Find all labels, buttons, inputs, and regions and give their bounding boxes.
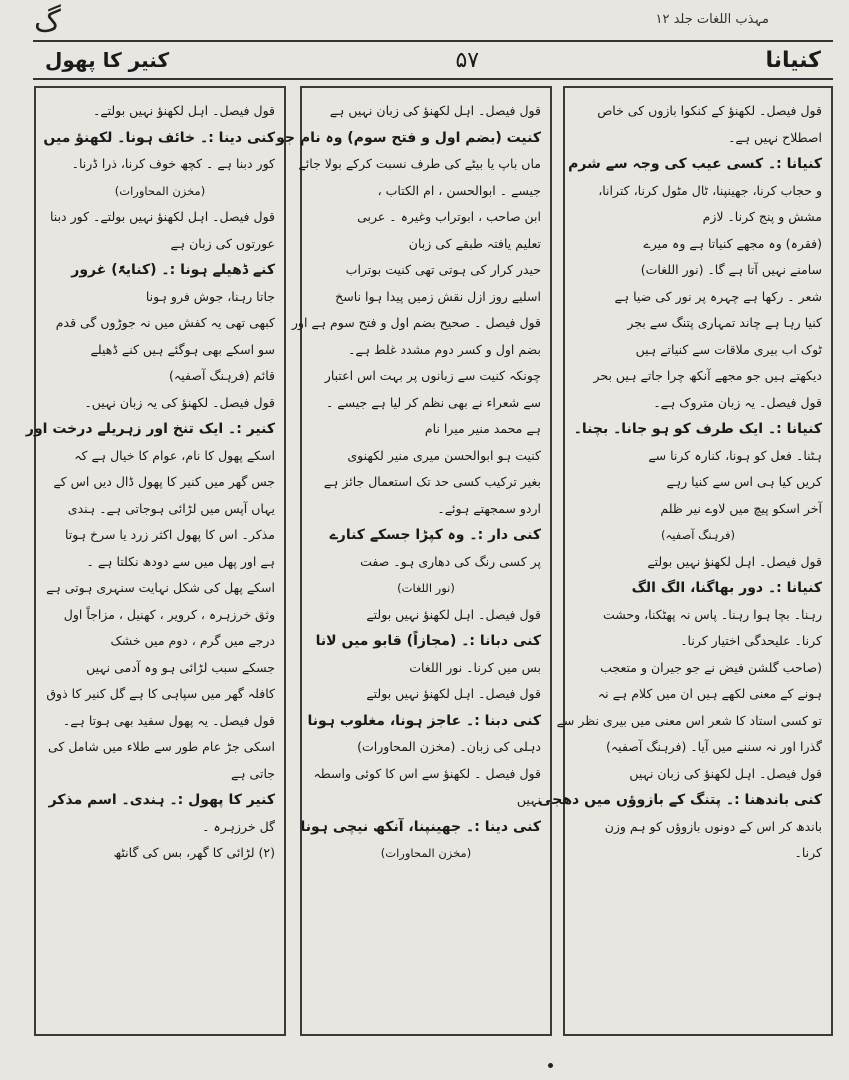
text-line: ماں باپ یا بیٹے کی طرف نسبت کرکے بولا جائے [298, 156, 541, 171]
text-line: چونکہ کنیت سے زبانوں پر بہت اس اعتبار [324, 368, 541, 383]
text-line: ابن صاحب ، ابوتراب وغیرہ ۔ عربی [357, 209, 541, 224]
text-line: تو کسی استاد کا شعر اس معنی میں بیری نظر سے [556, 712, 822, 728]
source-citation: (نور اللغات) [397, 581, 455, 595]
text-line: کافلہ گھر میں سپاہی کا ہے گل کنیر کا ذوق [46, 686, 275, 701]
entry-headword-line: کنی دینا :۔ جھینپنا، آنکھ نیچی ہونا [300, 818, 541, 835]
text-line: اسلیے روز ازل نقش زمیں پیدا ہوا ناسخ [335, 288, 541, 304]
entry-headword-line: کنیانا :۔ کسی عیب کی وجہ سے شرم [568, 156, 822, 172]
text-line: ہٹنا۔ فعل کو ہونا، کنارہ کرنا سے [648, 447, 822, 463]
text-line: قول فیصل۔ اہل لکھنؤ کی زبان نہیں [629, 765, 822, 781]
text-line: بغیر ترکیب کسی حد تک استعمال جائز ہے [323, 474, 541, 489]
text-line: دہلی کی زبان۔ (مخزن المحاورات) [357, 739, 541, 754]
text-line: ہونے کے معنی لکھے ہیں ان میں کلام ہے نہ [597, 686, 822, 701]
source-citation: (مخزن المحاورات) [380, 846, 472, 860]
entry-headword-line: کنیانا :۔ دور بھاگنا، الگ الگ [631, 580, 822, 596]
text-line: اسکے پھول کا نام، عوام کا خیال ہے کہ [74, 447, 275, 463]
corner-letter: گ [34, 4, 61, 39]
entry-headword-line: کنی دبانا :۔ (مجازاً) قابو میں لانا [315, 633, 541, 649]
entry-headword-line: کنیت (بضم اول و فتح سوم) وہ نام جو [276, 129, 541, 146]
text-line: اصطلاح نہیں ہے۔ [728, 129, 822, 145]
entry-headword-line: کنیانا :۔ ایک طرف کو ہو جانا۔ بچنا۔ [573, 421, 822, 437]
text-line: کرنا۔ علیحدگی اختیار کرنا۔ [680, 633, 822, 648]
text-line: گل خرزہرہ ۔ [202, 818, 275, 834]
text-line: باندھ کر اس کے دونوں بازوؤں کو ہم وزن [604, 818, 822, 834]
text-line: پر کسی رنگ کی دھاری ہو۔ صفت [360, 553, 541, 569]
text-line: وثق خرزہرہ ، کرویر ، کھنیل ، مزاجاً اول [63, 606, 275, 622]
text-line: سے شعراء نے بھی نظم کر لیا ہے جیسے ۔ [325, 394, 541, 410]
page-number: ۵۷ [455, 47, 480, 73]
text-line: قول فیصل۔ لکھنؤ کے کنکوا بازوں کی خاص [597, 103, 822, 118]
entry-headword-line: کنیر کا پھول :۔ ہندی۔ اسم مذکر [48, 792, 275, 808]
text-line: اردو سمجھتے ہوئے۔ [437, 500, 541, 516]
text-line: (۲) لڑائی کا گھر، بس کی گانٹھ [113, 845, 275, 860]
text-line: عورتوں کی زبان ہے [170, 235, 275, 251]
text-line: اسکے پھل کی شکل نہایت سنہری ہوتی ہے [46, 580, 275, 595]
text-line: بس میں کرنا۔ نور اللغات [409, 659, 541, 675]
entry-headword-line: کنیر :۔ ایک تنخ اور زہریلے درخت اور [25, 421, 275, 437]
text-line: کرنا۔ [794, 845, 822, 860]
text-line: شعر ۔ رکھا ہے چہرہ پر نور کی ضیا ہے [614, 288, 822, 304]
text-line: قول فیصل۔ اہل لکھنؤ نہیں بولتے۔ کور دبنا [50, 209, 275, 224]
text-line: یہاں آپس میں لڑائی ہوجاتی ہے۔ ہندی [67, 500, 275, 516]
text-line: و حجاب کرنا، جھینپنا، ٹال مٹول کرنا، کترانا، [598, 182, 822, 198]
text-line: ہے محمد منیر میرا نام [424, 421, 541, 436]
text-line: قول فیصل۔ اہل لکھنؤ نہیں بولتے [366, 686, 541, 701]
text-line: بضم اول و کسر دوم مشدد غلط ہے۔ [348, 341, 541, 357]
text-line: نہیں [516, 792, 541, 807]
text-line: اسکی جڑ عام طور سے طلاء میں شامل کی [47, 739, 275, 754]
text-line: قول فیصل ۔ لکھنؤ سے اس کا کوئی واسطہ [313, 765, 541, 781]
text-line: تعلیم یافتہ طبقے کی زبان [408, 235, 541, 251]
text-line: (صاحب گلشن فیض نے جو جیران و متعجب [600, 659, 822, 675]
volume-note: مہذب اللغات جلد ۱۲ [655, 12, 769, 27]
entry-headword-line: کنے ڈھیلے ہونا :۔ (کنایۃً) غرور [71, 262, 275, 278]
entry-headword-line: کنی باندھنا :۔ پتنگ کے بازوؤں میں دھجی [538, 792, 822, 808]
text-line: آخر اسکو پیچ میں لاوے نیر ظلم [660, 500, 822, 516]
text-line: مشش و پنج کرنا۔ لازم [702, 209, 822, 224]
text-line: کریں کیا ہی اس سے کنیا رہے [666, 474, 822, 489]
text-line: قول فیصل۔ اہل لکھنؤ نہیں بولتے [366, 606, 541, 622]
entry-headword-line: کنی دار :۔ وہ کپڑا جسکے کنارے [329, 527, 541, 543]
text-line: درجے میں گرم ، دوم میں خشک [110, 633, 275, 648]
text-line: جسکے سبب لڑائی ہو وہ آدمی نہیں [86, 659, 275, 675]
entry-headword-line: کنی دینا :۔ خائف ہونا۔ لکھنؤ میں [43, 129, 275, 146]
header-headword: کنیانا [765, 47, 821, 73]
text-line: کبھی تھی یہ کفش میں نہ جوڑوں گی قدم [55, 315, 275, 330]
source-citation: (مخزن المحاورات) [114, 183, 206, 198]
text-line: قول فیصل۔ اہل لکھنؤ نہیں بولتے [647, 553, 822, 569]
text-line: قائم (فرہنگ آصفیہ) [169, 368, 275, 383]
text-line: قول فیصل ۔ صحیح بضم اول و فتح سوم ہے اور [291, 315, 541, 330]
text-line: جیسے ۔ ابوالحسن ، ام الکتاب ، [377, 182, 541, 198]
text-line: کور دبنا ہے ۔ کچھ خوف کرنا، ذرا ڈرنا۔ [71, 156, 275, 171]
page-header [33, 40, 833, 80]
text-line: قول فیصل۔ اہل لکھنؤ نہیں بولتے۔ [93, 103, 275, 118]
page-dot [548, 1063, 553, 1068]
text-line: کنیا رہا ہے چاند تمہاری پتنگ سے بجر [627, 315, 822, 330]
text-line: جاتا رہنا، جوش فرو ہونا [145, 288, 275, 304]
text-line: قول فیصل۔ یہ زبان متروک ہے۔ [653, 394, 822, 410]
header-last-word: کنیر کا پھول [45, 48, 170, 72]
text-line: حیدر کرار کی ہوتی تھی کنیت بوتراب [345, 262, 541, 277]
text-line: مذکر۔ اس کا پھول اکثر زرد یا سرخ ہوتا [64, 527, 275, 542]
text-line: ہے اور پھل میں سے دودھ نکلتا ہے ۔ [86, 553, 275, 569]
text-line: سو اسکے بھی ہوگئے ہیں کنے ڈھیلے [90, 341, 275, 357]
text-line: کنیت ہو ابوالحسن میری منیر لکھنوی [347, 447, 541, 463]
source-citation: (فرہنگ آصفیہ) [661, 528, 735, 542]
text-line: جاتی ہے [230, 765, 275, 781]
text-line: ٹوک اب بیری ملاقات سے کنیاتے ہیں [635, 341, 822, 357]
text-line: قول فیصل۔ یہ پھول سفید بھی ہوتا ہے۔ [62, 712, 275, 728]
column-left [25, 86, 286, 1036]
text-line: سامنے نہیں آتا ہے گا۔ (نور اللغات) [640, 262, 822, 277]
text-line: قول فیصل۔ اہل لکھنؤ کی زبان نہیں ہے [329, 103, 541, 118]
text-line: (فقرہ) وہ مجھے کنیاتا ہے وہ میرے [643, 235, 822, 251]
text-line: گذرا اور نہ سننے میں آیا۔ (فرہنگ آصفیہ) [605, 739, 822, 754]
column-right [538, 86, 833, 1036]
entry-headword-line: کنی دبنا :۔ عاجز ہونا، مغلوب ہونا [307, 712, 541, 729]
text-line: جس گھر میں کنیر کا پھول ڈال دیں اس کے [53, 474, 275, 489]
text-line: قول فیصل۔ لکھنؤ کی یہ زبان نہیں۔ [84, 394, 275, 410]
column-middle [276, 86, 552, 1036]
text-line: دیکھتے ہیں جو مجھے آنکھ چرا جاتے ہیں بحر [593, 368, 822, 383]
text-line: رہنا۔ بچا ہوا رہنا۔ پاس نہ پھٹکنا، وحشت [602, 606, 822, 622]
